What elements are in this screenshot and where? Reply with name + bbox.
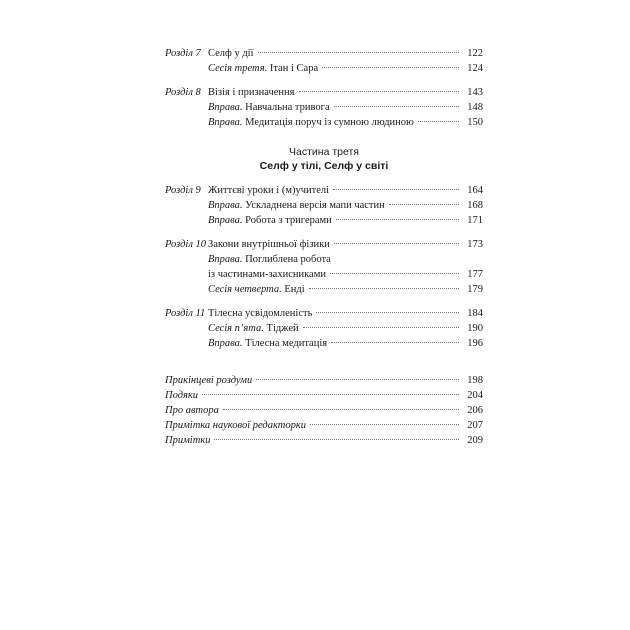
entry-text: Медитація поруч із сумною людиною [242, 117, 414, 128]
entry-text: Подяки [165, 390, 199, 401]
entry-title [208, 198, 385, 213]
entry-title [208, 213, 332, 228]
dot-leader [310, 424, 459, 425]
entry-title [165, 388, 198, 403]
entry-prefix: Вправа. [208, 338, 243, 349]
entry-text: Примітки [165, 435, 211, 446]
entry-prefix: Сесія четверта. [208, 284, 282, 295]
toc-entry [165, 336, 483, 351]
entry-text: Закони внутрішньої фізики [208, 239, 330, 250]
chapter-7-group [165, 46, 483, 76]
toc-entry [165, 418, 483, 433]
entry-text: Примітка наукової редакторки [165, 420, 306, 431]
page-number: 177 [467, 269, 483, 280]
dot-leader [202, 394, 459, 395]
dot-leader [389, 204, 459, 205]
dot-leader [258, 52, 459, 53]
entry-prefix: Вправа. [208, 117, 243, 128]
toc-entry [165, 183, 483, 198]
entry-text: Поглиблена робота [242, 254, 331, 265]
part-title: Селф у тілі, Селф у світі [259, 160, 389, 172]
dot-leader [331, 342, 459, 343]
toc-entry [165, 198, 483, 213]
page-number: 124 [467, 63, 483, 74]
toc-entry [165, 100, 483, 115]
entry-title [208, 85, 295, 100]
entry-text: Візія і призначення [208, 87, 295, 98]
entry-text: Тілесна усвідомленість [208, 308, 313, 319]
chapter-10-group [165, 237, 483, 297]
page-number: 164 [467, 185, 483, 196]
entry-text: Селф у дії [208, 48, 254, 59]
entry-title [208, 252, 331, 267]
dot-leader [322, 67, 459, 68]
dot-leader [256, 379, 459, 380]
toc-entry [165, 403, 483, 418]
page-number: 206 [467, 405, 483, 416]
toc-entry [165, 85, 483, 100]
page-number: 198 [467, 375, 483, 386]
entry-text: із частинами-захисниками [208, 269, 326, 280]
page-number: 171 [467, 215, 483, 226]
page-number: 122 [467, 48, 483, 59]
entry-prefix: Вправа. [208, 102, 243, 113]
entry-title [208, 321, 299, 336]
toc-entry [165, 306, 483, 321]
entry-prefix: Вправа. [208, 254, 243, 265]
page-number: 168 [467, 200, 483, 211]
toc-entry [165, 433, 483, 448]
entry-title [208, 46, 254, 61]
entry-title [208, 183, 329, 198]
part-heading: Частина третя [289, 146, 359, 158]
chapter-label: Розділ 8 [165, 87, 201, 98]
entry-title [208, 336, 327, 351]
toc-entry [165, 115, 483, 130]
chapter-label: Розділ 7 [165, 48, 201, 59]
toc-entry [165, 373, 483, 388]
dot-leader [299, 91, 460, 92]
dot-leader [223, 409, 459, 410]
entry-text: Життєві уроки і (м)учителі [208, 185, 330, 196]
entry-text: Прикінцеві роздуми [165, 375, 253, 386]
table-of-contents [165, 46, 483, 448]
entry-prefix: Вправа. [208, 215, 243, 226]
dot-leader [418, 121, 459, 122]
chapter-8-group [165, 85, 483, 130]
entry-title [208, 306, 312, 321]
page-number: 150 [467, 117, 483, 128]
toc-entry [165, 388, 483, 403]
dot-leader [214, 439, 459, 440]
page-number: 207 [467, 420, 483, 431]
entry-text: Робота з тригерами [242, 215, 332, 226]
dot-leader [303, 327, 459, 328]
page-number: 209 [467, 435, 483, 446]
entry-text: Про автора [165, 405, 219, 416]
entry-title [208, 237, 330, 252]
page-number: 179 [467, 284, 483, 295]
dot-leader [336, 219, 459, 220]
dot-leader [334, 106, 459, 107]
dot-leader [316, 312, 459, 313]
entry-title [165, 418, 306, 433]
chapter-label: Розділ 10 [165, 239, 207, 250]
end-matter-group [165, 373, 483, 448]
entry-prefix: Сесія третя. [208, 63, 268, 74]
entry-text: Ітан і Сара [267, 63, 319, 74]
page-number: 196 [467, 338, 483, 349]
page-number: 173 [467, 239, 483, 250]
entry-text: Навчальна тривога [242, 102, 330, 113]
entry-title [208, 115, 414, 130]
toc-entry [165, 46, 483, 61]
chapter-11-group [165, 306, 483, 351]
entry-text: Енді [281, 284, 305, 295]
chapter-label: Розділ 11 [165, 308, 206, 319]
entry-prefix: Вправа. [208, 200, 243, 211]
entry-title [208, 282, 305, 297]
dot-leader [334, 243, 459, 244]
chapter-label: Розділ 9 [165, 185, 201, 196]
entry-text: Ускладнена версія мапи частин [242, 200, 385, 211]
page-number: 184 [467, 308, 483, 319]
entry-title [208, 267, 326, 282]
toc-entry [165, 213, 483, 228]
dot-leader [330, 273, 459, 274]
dot-leader [309, 288, 459, 289]
chapter-9-group [165, 183, 483, 228]
entry-title [165, 403, 219, 418]
entry-title [208, 100, 330, 115]
entry-title [165, 433, 210, 448]
toc-entry [165, 61, 483, 76]
entry-title [208, 61, 318, 76]
entry-text: Тіджей [263, 323, 299, 334]
toc-entry [165, 237, 483, 252]
toc-entry [165, 267, 483, 282]
entry-title [165, 373, 252, 388]
toc-entry [165, 252, 483, 267]
page-number: 148 [467, 102, 483, 113]
toc-entry [165, 321, 483, 336]
page-number: 143 [467, 87, 483, 98]
page-number: 204 [467, 390, 483, 401]
entry-prefix: Сесія п’ята. [208, 323, 264, 334]
page-number: 190 [467, 323, 483, 334]
entry-text: Тілесна медитація [242, 338, 328, 349]
toc-entry [165, 282, 483, 297]
dot-leader [333, 189, 459, 190]
